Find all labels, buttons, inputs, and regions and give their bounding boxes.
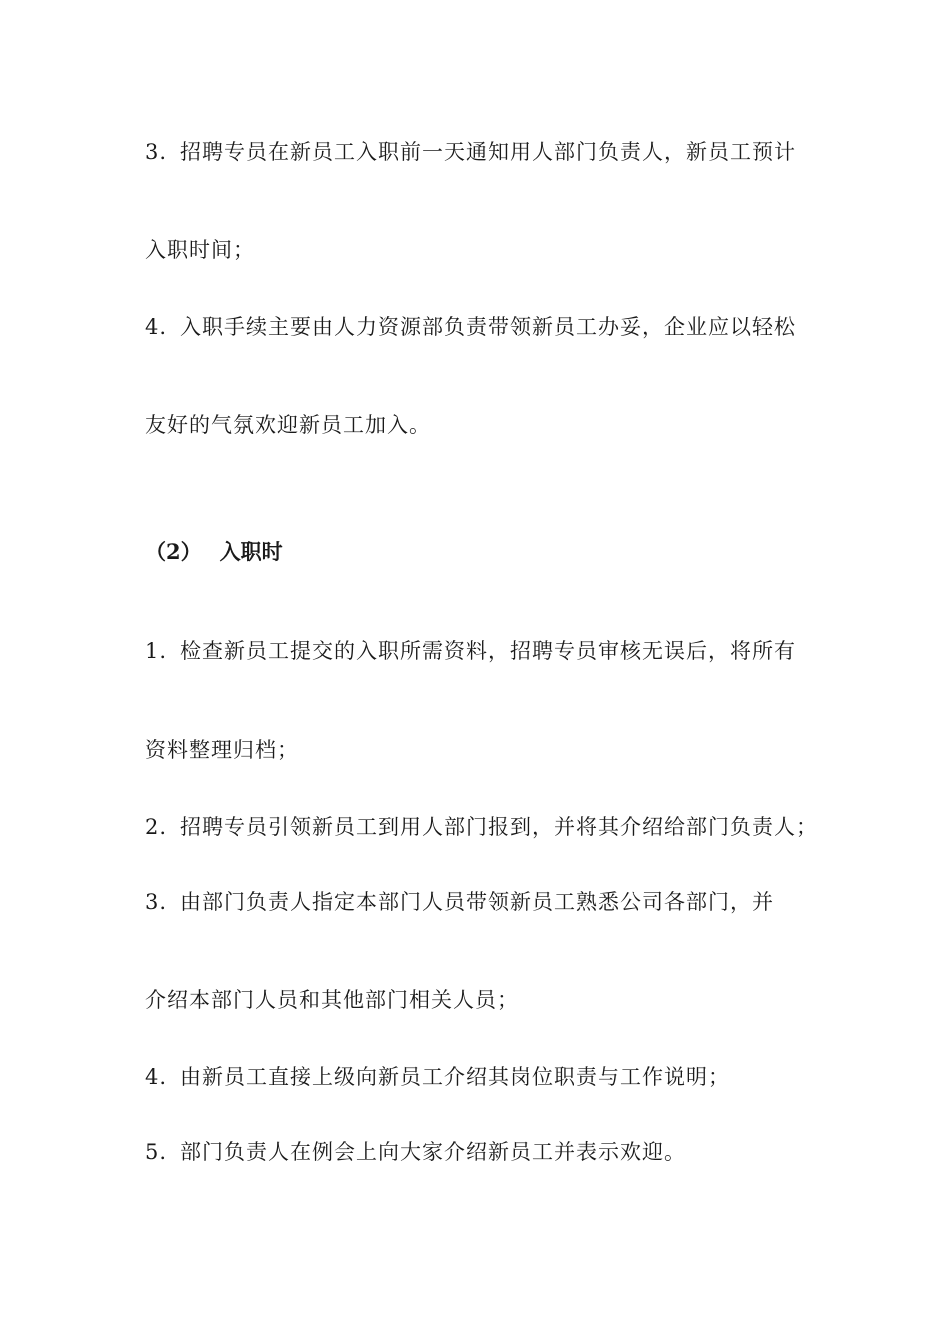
list-number: 3. <box>145 140 168 164</box>
list-item-3b-line2: 介绍本部门人员和其他部门相关人员； <box>145 988 519 1012</box>
list-item-1-line1 <box>145 637 796 665</box>
section-heading-title: 入职时 <box>219 539 283 564</box>
list-item-4-line2: 友好的气氛欢迎新员工加入。 <box>145 413 431 437</box>
list-text: 由新员工直接上级向新员工介绍其岗位职责与工作说明； <box>180 1065 730 1089</box>
list-item-5-line1 <box>145 1138 686 1166</box>
list-text: 由部门负责人指定本部门人员带领新员工熟悉公司各部门，并 <box>180 890 774 914</box>
list-number: 3. <box>145 890 168 914</box>
list-item-4b-line1 <box>145 1063 730 1091</box>
list-item-3b-line1 <box>145 888 774 916</box>
list-text: 检查新员工提交的入职所需资料，招聘专员审核无误后，将所有 <box>180 639 796 663</box>
list-number: 4. <box>145 315 168 339</box>
list-number: 2. <box>145 815 168 839</box>
list-text: 部门负责人在例会上向大家介绍新员工并表示欢迎。 <box>180 1140 686 1164</box>
list-text: 入职手续主要由人力资源部负责带领新员工办妥，企业应以轻松 <box>180 315 796 339</box>
list-text: 招聘专员引领新员工到用人部门报到，并将其介绍给部门负责人； <box>180 815 818 839</box>
section-heading-number: （2） <box>145 539 202 564</box>
list-number: 5. <box>145 1140 168 1164</box>
list-number: 4. <box>145 1065 168 1089</box>
list-item-1-line2: 资料整理归档； <box>145 738 299 762</box>
list-text: 招聘专员在新员工入职前一天通知用人部门负责人，新员工预计 <box>180 140 796 164</box>
list-item-3-line1 <box>145 138 796 166</box>
section-heading <box>145 538 283 566</box>
list-item-2-line1 <box>145 813 818 841</box>
list-item-3-line2: 入职时间； <box>145 238 255 262</box>
list-number: 1. <box>145 639 168 663</box>
list-item-4-line1 <box>145 313 796 341</box>
